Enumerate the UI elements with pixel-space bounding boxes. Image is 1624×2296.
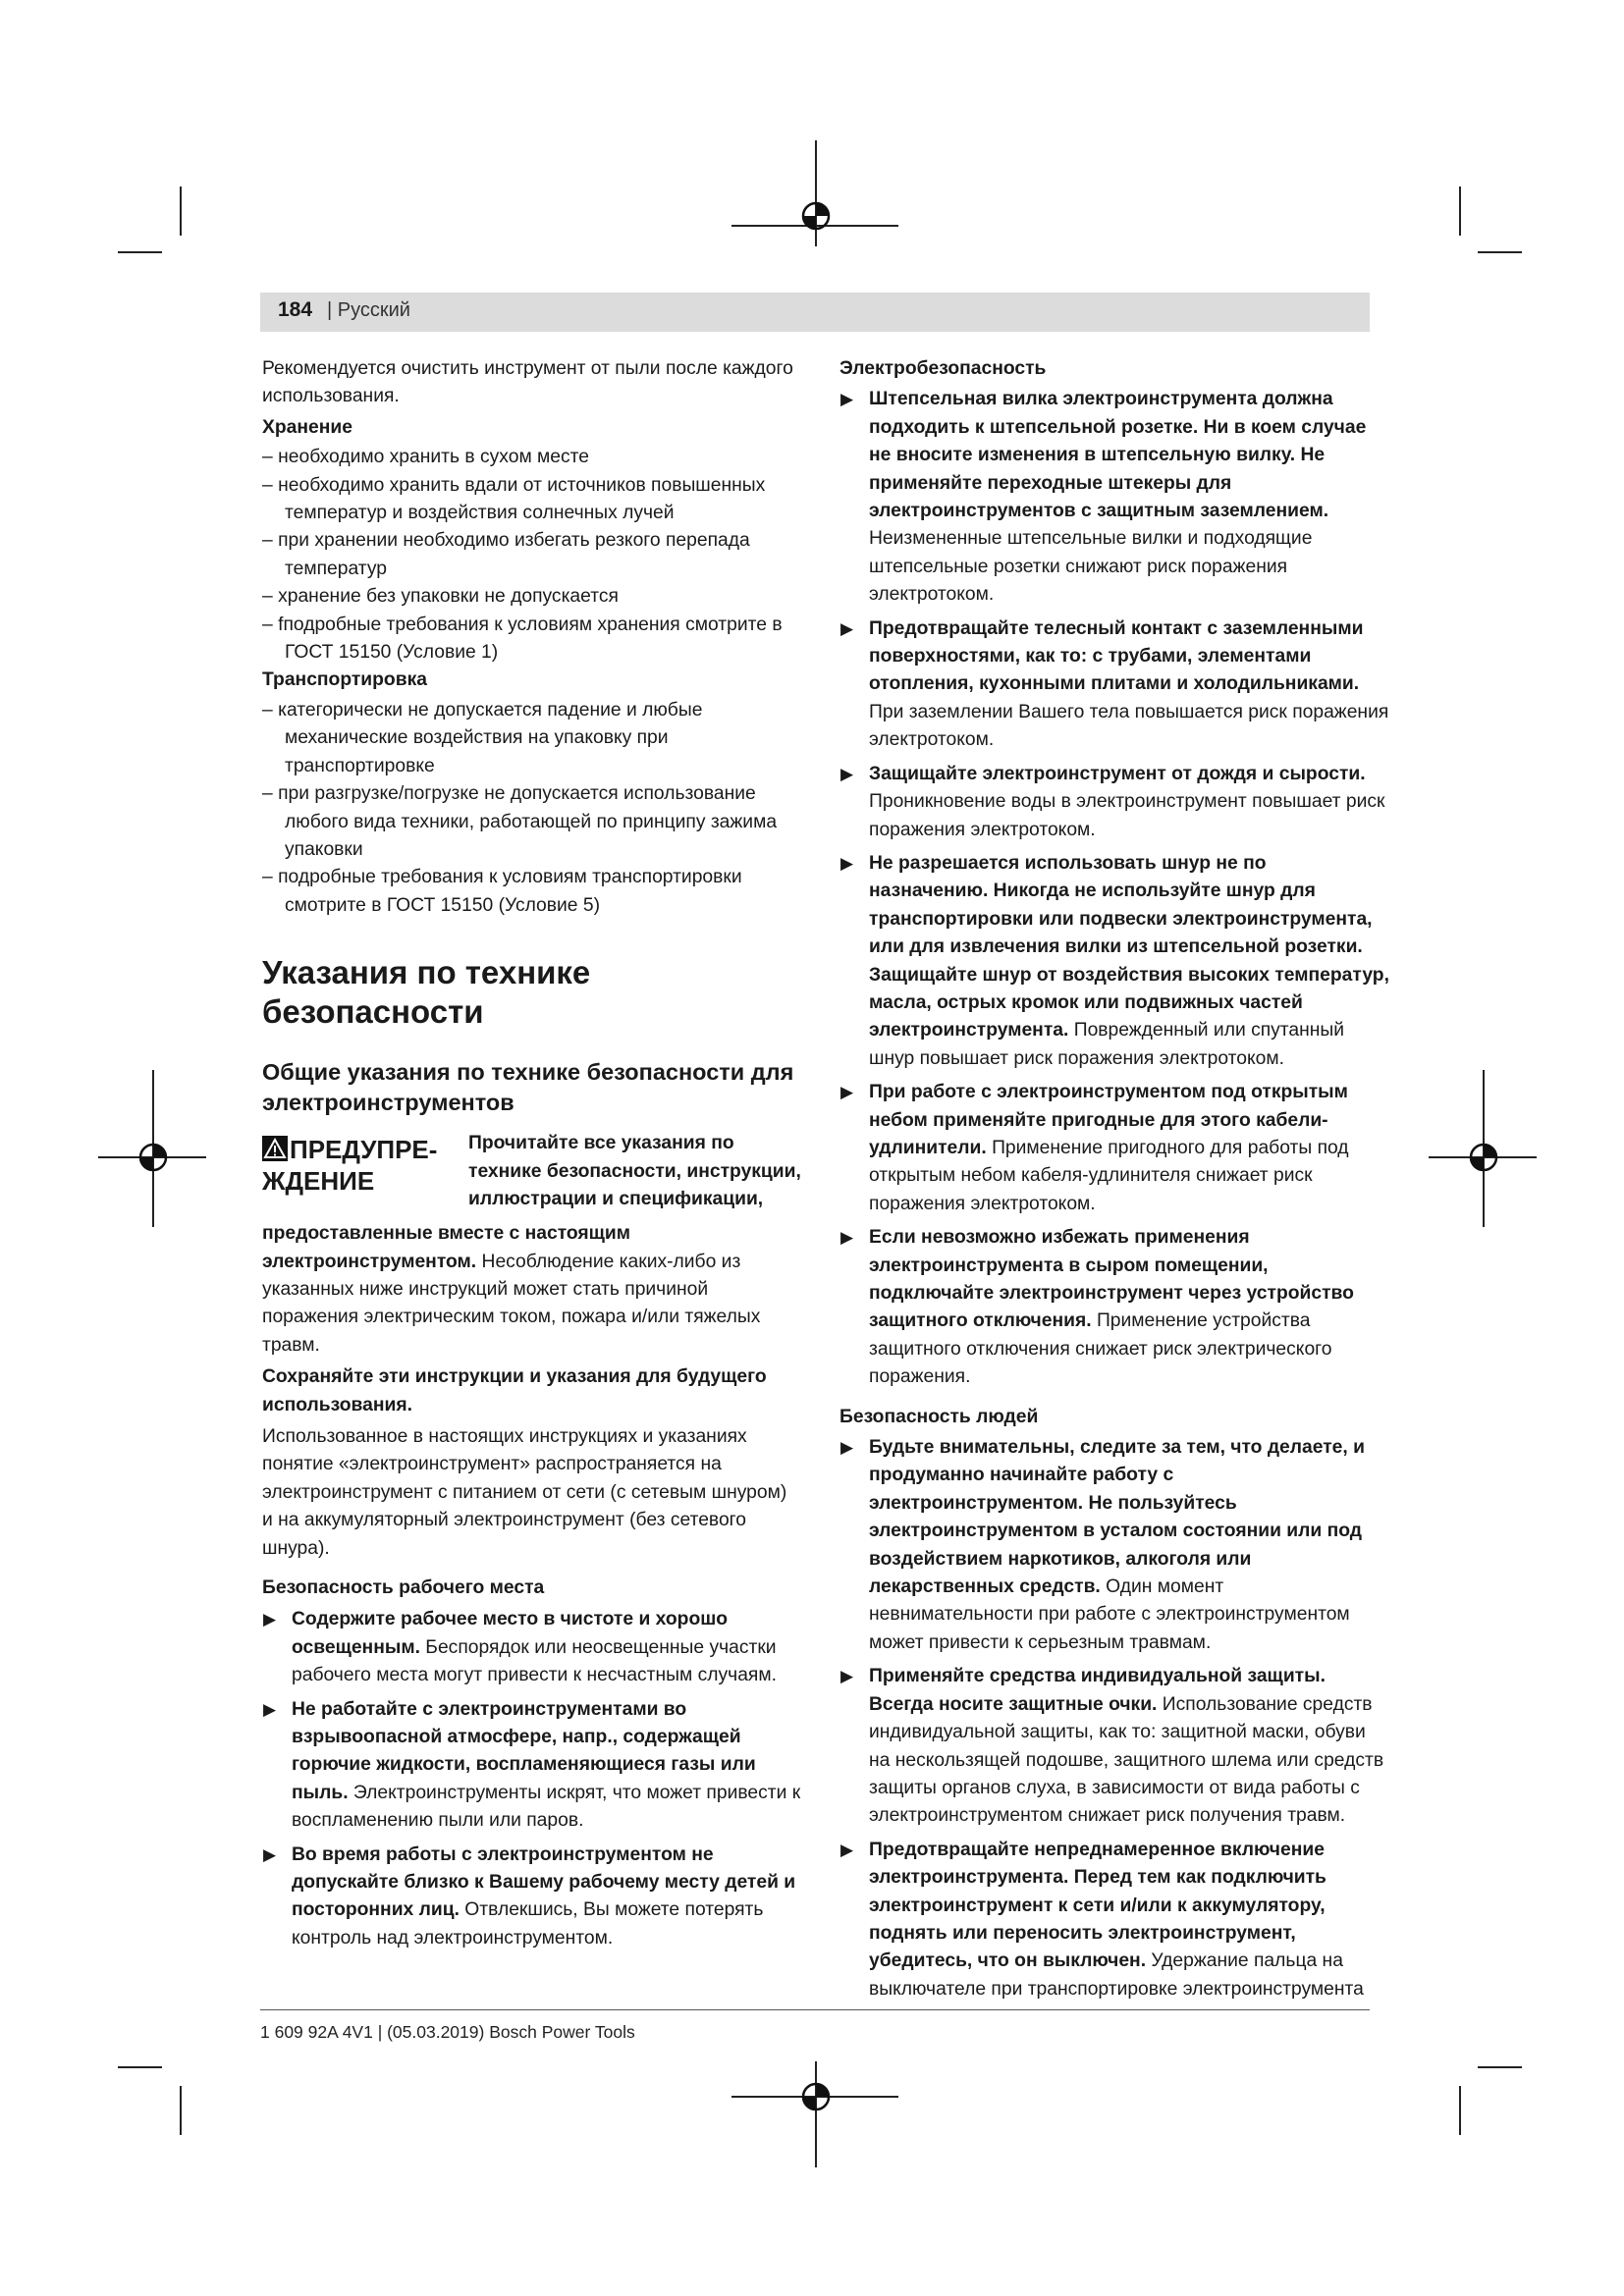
storage-title: Хранение (262, 416, 352, 438)
list-item: – необходимо хранить вдали от источников повышенных температур и воздействия солнечных лучей (262, 474, 766, 524)
language-label: Русский (337, 299, 410, 321)
left-column (262, 355, 802, 1958)
footer-text: 1 609 92A 4V1 | (05.03.2019) Bosch Power Tools (260, 2022, 635, 2042)
warning-block (262, 1130, 802, 1220)
list-item: – fподробные требования к условиям хранения смотрите в ГОСТ 15150 (Условие 1) (262, 614, 783, 664)
list-item: – при хранении необходимо избегать резкого перепада температур (262, 530, 750, 579)
triangle-right-icon: ▶ (840, 1083, 854, 1102)
list-item: ▶ Применяйте средства индивидуальной защиты. Всегда носите защитные очки. Использование средств индивидуальной защиты, как то: защитной маски, обуви на нескользящей подошве, защитного шлема или средств защиты органов слуха, в зависимости от вида работы с электроинструментом снижает риск получения травм. (839, 1663, 1389, 1830)
triangle-right-icon: ▶ (840, 1438, 854, 1458)
transport-title: Транспортировка (262, 669, 427, 691)
storage-list (262, 444, 802, 667)
list-item: – необходимо хранить в сухом месте (262, 447, 590, 468)
list-item: – при разгрузке/погрузке не допускается использование любого вида техники, работающей по принципу зажима упаковки (262, 783, 778, 860)
triangle-right-icon: ▶ (840, 618, 854, 638)
list-item: ▶ Не разрешается использовать шнур не по назначению. Никогда не используйте шнур для транспортировки или подвески электроинструмента, или для извлечения вилки из штепсельной розетки. Защищайте шнур от воздействия высоких температур, масла, острых кромок или подвижных частей электроинструмента. Поврежденный или спутанный шнур повышает риск поражения электротоком. (839, 850, 1389, 1073)
list-item: ▶ Предотвращайте телесный контакт с заземленными поверхностями, как то: с трубами, элементами отопления, кухонными плитами и холодильниками. При заземлении Вашего тела повышается риск поражения электротоком. (839, 615, 1389, 755)
triangle-right-icon: ▶ (263, 1699, 277, 1719)
page-header-bar (260, 293, 1370, 332)
triangle-right-icon: ▶ (840, 1840, 854, 1859)
warning-continuation: предоставленные вместе с настоящим электроинструментом. Несоблюдение каких-либо из указанных ниже инструкций может стать причиной поражения электрическим током, пожара и/или тяжелых травм. (262, 1223, 761, 1356)
registration-mark-icon (796, 196, 836, 236)
warning-label: ПРЕДУПРЕ- ЖДЕНИЕ (262, 1135, 438, 1197)
crop-mark (1459, 187, 1461, 236)
list-item: – категорически не допускается падение и любые механические воздействия на упаковку при транспортировке (262, 699, 703, 776)
crop-mark (118, 2066, 162, 2068)
triangle-right-icon: ▶ (840, 1667, 854, 1686)
list-item: – подробные требования к условиям транспортировки смотрите в ГОСТ 15150 (Условие 5) (262, 867, 742, 916)
warning-text: Прочитайте все указания по технике безопасности, инструкции, иллюстрации и спецификации, (468, 1133, 801, 1209)
footer-rule (260, 2009, 1370, 2010)
list-item: ▶ Предотвращайте непреднамеренное включение электроинструмента. Перед тем как подключить электроинструмент к сети и/или к аккумулятору, поднять или переносить электроинструмент, убедитесь, что он выключен. Удержание пальца на выключателе при транспортировке электроинструмента (839, 1837, 1389, 2003)
triangle-right-icon: ▶ (840, 390, 854, 409)
list-item: ▶ Содержите рабочее место в чистоте и хорошо освещенным. Беспорядок или неосвещенные участки рабочего места могут привести к несчастным случаям. (262, 1606, 802, 1689)
registration-mark-icon (134, 1138, 173, 1177)
intro-text: Рекомендуется очистить инструмент от пыли после каждого использования. (262, 358, 793, 407)
general-title: Общие указания по технике безопасности для электроинструментов (262, 1059, 794, 1116)
crop-mark (1459, 2086, 1461, 2135)
triangle-right-icon: ▶ (840, 853, 854, 873)
crop-mark (1478, 2066, 1522, 2068)
page-language: | Русский (327, 299, 410, 321)
registration-mark-icon (796, 2077, 836, 2116)
save-note: Сохраняйте эти инструкции и указания для будущего использования. (262, 1366, 767, 1415)
warning-triangle-icon (262, 1136, 288, 1161)
transport-list (262, 697, 802, 920)
right-column (839, 355, 1389, 2009)
list-item: ▶ При работе с электроинструментом под открытым небом применяйте пригодные для этого кабели-удлинители. Применение пригодного для работы под открытым небом кабеля-удлинителя снижает риск поражения электротоком. (839, 1079, 1389, 1218)
registration-mark-icon (1464, 1138, 1503, 1177)
triangle-right-icon: ▶ (840, 1228, 854, 1248)
crop-mark (1478, 251, 1522, 253)
safety-title: Указания по технике безопасности (262, 954, 591, 1031)
list-item: ▶ Будьте внимательны, следите за тем, что делаете, и продуманно начинайте работу с электроинструментом. Не пользуйтесь электроинструментом в усталом состоянии или под воздействием наркотиков, алкоголя или лекарственных средств. Один момент невнимательности при работе с электроинструментом может привести к серьезным травмам. (839, 1434, 1389, 1657)
electrical-title: Электробезопасность (839, 358, 1047, 379)
triangle-right-icon: ▶ (263, 1844, 277, 1864)
triangle-right-icon: ▶ (840, 764, 854, 783)
list-item: ▶ Не работайте с электроинструментами во взрывоопасной атмосфере, напр., содержащей горючие жидкости, воспламеняющиеся газы или пыль. Электроинструменты искрят, что может привести к воспламенению пыли или паров. (262, 1696, 802, 1836)
crop-mark (180, 187, 182, 236)
list-item: ▶ Защищайте электроинструмент от дождя и сырости. Проникновение воды в электроинструмент повышает риск поражения электротоком. (839, 761, 1389, 844)
workplace-title: Безопасность рабочего места (262, 1577, 545, 1598)
list-item: ▶ Если невозможно избежать применения электроинструмента в сыром помещении, подключайте электроинструмент через устройство защитного отключения. Применение устройства защитного отключения снижает риск электрического поражения. (839, 1224, 1389, 1391)
crop-mark (180, 2086, 182, 2135)
list-item: ▶ Во время работы с электроинструментом не допускайте близко к Вашему рабочему месту детей и посторонних лиц. Отвлекшись, Вы можете потерять контроль над электроинструментом. (262, 1842, 802, 1953)
definition-text: Использованное в настоящих инструкциях и указаниях понятие «электроинструмент» распространяется на электроинструмент с питанием от сети (с сетевым шнуром) и на аккумуляторный электроинструмент (без сетевого шнура). (262, 1425, 787, 1559)
list-item: ▶ Штепсельная вилка электроинструмента должна подходить к штепсельной розетке. Ни в коем случае не вносите изменения в штепсельную вилку. Не применяйте переходные штекеры для электроинструментов с защитным заземлением. Неизмененные штепсельные вилки и подходящие штепсельные розетки снижают риск поражения электротоком. (839, 386, 1389, 609)
personal-title: Безопасность людей (839, 1406, 1039, 1427)
triangle-right-icon: ▶ (263, 1610, 277, 1629)
crop-mark (118, 251, 162, 253)
list-item: – хранение без упаковки не допускается (262, 586, 619, 608)
page-number: 184 (278, 298, 313, 321)
